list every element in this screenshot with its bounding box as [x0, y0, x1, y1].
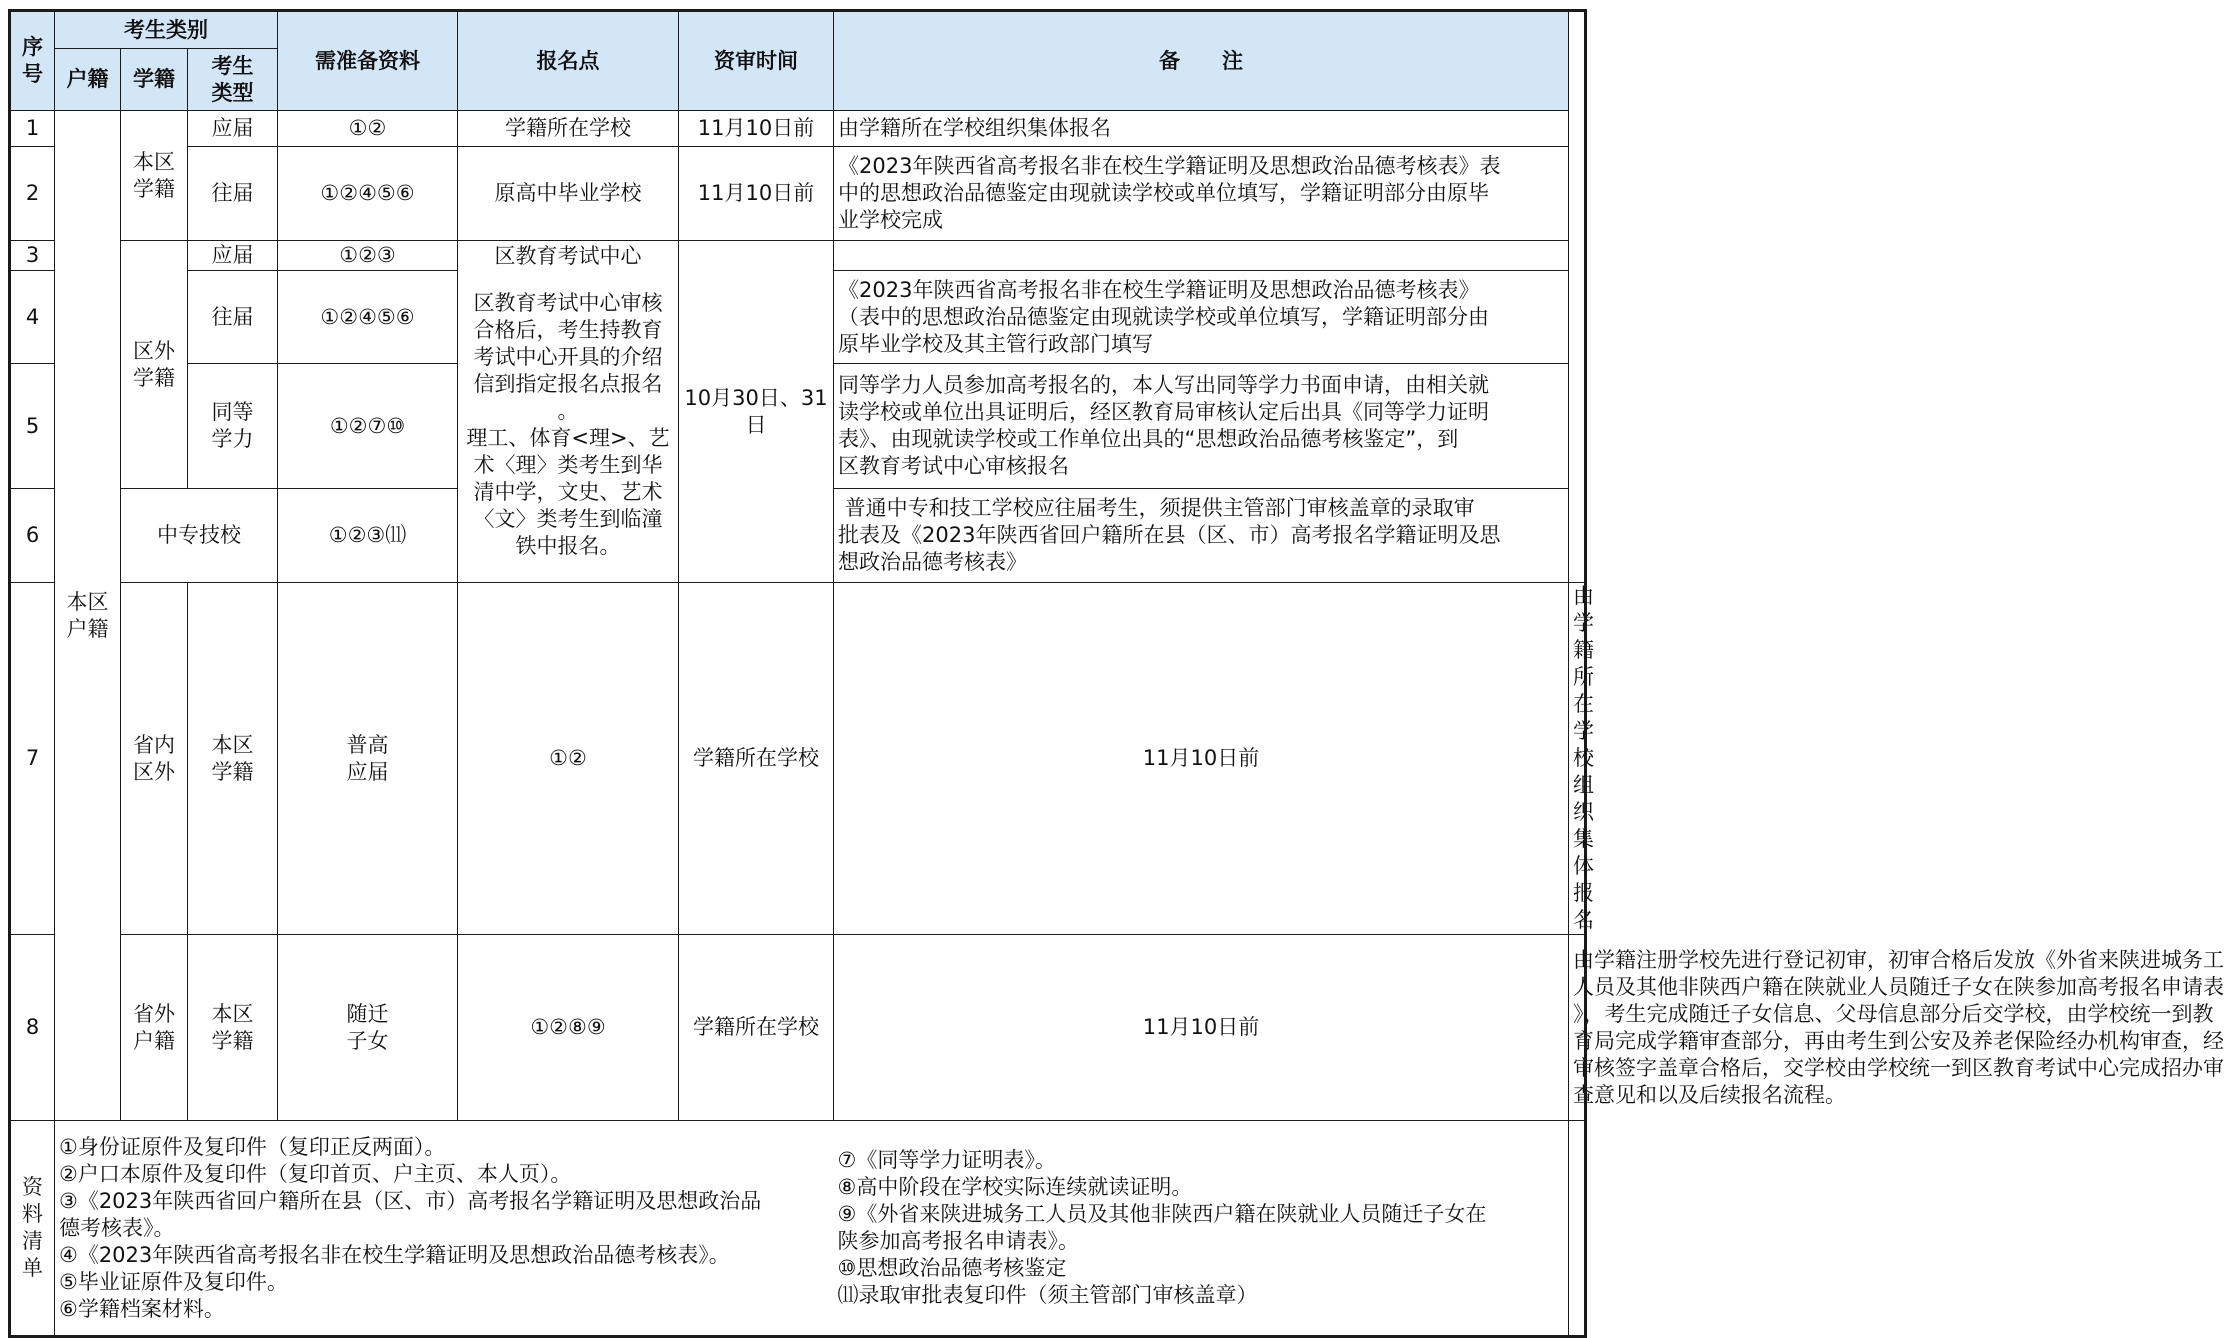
site-spacer — [462, 270, 674, 290]
xueji-out — [121, 241, 188, 489]
row-seq: 6 — [10, 489, 55, 583]
header-type-line1: 考生 — [211, 53, 254, 78]
row-seq: 1 — [10, 111, 55, 147]
site-line: 区教育考试中心 — [494, 244, 642, 268]
material-item: ⑧高中阶段在学校实际连续就读证明。 — [837, 1175, 1193, 1199]
material-item: ⑨《外省来陕进城务工人员及其他非陕西户籍在陕就业人员随迁子女在 — [837, 1202, 1487, 1226]
note-line: 中的思想政治品德鉴定由现就读学校或单位填写，学籍证明部分由原毕 — [838, 181, 1489, 205]
header-time: 资审时间 — [679, 11, 834, 111]
site-line: 铁中报名。 — [515, 534, 621, 558]
row-materials: ①② — [458, 583, 679, 935]
row-materials: ①②④⑤⑥ — [278, 271, 458, 364]
note-line: 读学校或单位出具证明后，经区教育局审核认定后出具《同等学力证明 — [838, 400, 1489, 424]
material-item: ⑦《同等学力证明表》。 — [837, 1148, 1056, 1172]
row-site: 学籍所在学校 — [679, 583, 834, 935]
materials-list-title — [10, 1121, 55, 1337]
table-row — [10, 935, 1586, 1121]
table-row — [10, 147, 1586, 241]
note-line: 区教育考试中心审核报名 — [838, 454, 1069, 478]
xueji-line: 学籍 — [211, 759, 254, 784]
row-note — [834, 271, 1569, 364]
note-line: 育局完成学籍审查部分，再由考生到公安及养老保险经办机构审查，经 — [1573, 1028, 2224, 1053]
row-materials: ①②⑦⑩ — [278, 364, 458, 489]
title-char: 料 — [22, 1202, 43, 1226]
note-line: 查意见和以及后续报名流程。 — [1573, 1082, 1846, 1107]
row-time: 11月10日前 — [679, 147, 834, 241]
header-hukou: 户籍 — [55, 49, 121, 111]
material-item: ⑩思想政治品德考核鉴定 — [837, 1256, 1067, 1280]
note-line: 《2023年陕西省高考报名非在校生学籍证明及思想政治品德考核表》表 — [838, 154, 1501, 178]
header-site: 报名点 — [458, 11, 679, 111]
site-line: 清中学，文史、艺术 — [473, 480, 663, 504]
site-line: 考试中心开具的介绍 — [473, 345, 663, 369]
row-type: 应届 — [188, 111, 278, 147]
type-line: 学力 — [211, 427, 254, 451]
note-line: （表中的思想政治品德鉴定由现就读学校或单位填写，学籍证明部分由 — [838, 304, 1489, 329]
hukou-local-line2: 户籍 — [66, 616, 109, 641]
row-site: 学籍所在学校 — [679, 935, 834, 1121]
xueji-out-line2: 学籍 — [133, 365, 175, 390]
time-line: 日 — [745, 412, 767, 437]
row-note: 由学籍所在学校组织集体报名 — [834, 111, 1569, 147]
header-materials: 需准备资料 — [278, 11, 458, 111]
row-type — [188, 364, 278, 489]
table-row — [10, 583, 1586, 935]
material-item: 德考核表》。 — [59, 1215, 175, 1240]
xueji-local — [121, 111, 188, 241]
note-line: 由学籍注册学校先进行登记初审，初审合格后发放《外省来陕进城务工 — [1573, 947, 2224, 972]
header-seq-line1: 序 — [22, 35, 43, 59]
row-note: 由学籍所在学校组织集体报名 — [1569, 583, 1586, 935]
material-item: 陕参加高考报名申请表》。 — [837, 1229, 1079, 1253]
xueji-line: 本区 — [211, 1001, 254, 1026]
row-materials: ①② — [278, 111, 458, 147]
type-line: 普高 — [346, 732, 389, 757]
materials-list-left — [55, 1121, 834, 1337]
xueji-local-line1: 本区 — [133, 149, 175, 174]
row-xueji — [188, 935, 278, 1121]
type-line: 子女 — [346, 1028, 389, 1053]
note-line: 原毕业学校及其主管行政部门填写 — [838, 331, 1153, 356]
type-line: 同等 — [211, 400, 254, 424]
note-line: 》，考生完成随迁子女信息、父母信息部分后交学校，由学校统一到教 — [1573, 1001, 2214, 1026]
hukou-line: 户籍 — [133, 1028, 175, 1053]
header-type-line2: 类型 — [211, 80, 254, 105]
row-time: 11月10日前 — [834, 583, 1569, 935]
row-materials: ①②④⑤⑥ — [278, 147, 458, 241]
row-type — [278, 583, 458, 935]
row-seq: 3 — [10, 241, 55, 271]
row-seq: 4 — [10, 271, 55, 364]
site-line: 术〈理〉类考生到华 — [473, 453, 663, 477]
xueji-line: 学籍 — [211, 1028, 254, 1053]
row-xueji: 中专技校 — [121, 489, 278, 583]
row-site: 原高中毕业学校 — [458, 147, 679, 241]
site-line: 信到指定报名点报名 — [473, 372, 663, 396]
note-line: 批表及《2023年陕西省回户籍所在县（区、市）高考报名学籍证明及思 — [838, 523, 1501, 547]
header-xueji: 学籍 — [121, 49, 188, 111]
material-item: ⑤毕业证原件及复印件。 — [59, 1269, 288, 1294]
title-char: 清 — [22, 1229, 43, 1253]
row-note — [834, 364, 1569, 489]
row-xueji — [188, 583, 278, 935]
xueji-line: 本区 — [211, 732, 254, 757]
title-char: 资 — [22, 1175, 43, 1199]
table-row — [10, 241, 1586, 271]
hukou-line: 省内 — [133, 732, 175, 757]
row-seq: 7 — [10, 583, 55, 935]
hukou-line: 省外 — [133, 1001, 175, 1026]
site-line: 理工、体育<理>、艺 — [466, 426, 670, 450]
time-line: 10月30日、31 — [684, 385, 828, 410]
material-item: ②户口本原件及复印件（复印首页、户主页、本人页）。 — [59, 1161, 572, 1186]
row-hukou — [121, 583, 188, 935]
note-line: 审核签字盖章合格后，交学校由学校统一到区教育考试中心完成招办审 — [1573, 1055, 2224, 1080]
materials-list-right — [834, 1121, 1569, 1337]
site-line: 。 — [557, 399, 579, 423]
row-note — [834, 147, 1569, 241]
time-merged — [679, 241, 834, 583]
note-line: 同等学力人员参加高考报名的，本人写出同等学力书面申请，由相关就 — [838, 373, 1489, 397]
row-seq: 8 — [10, 935, 55, 1121]
row-note — [834, 489, 1569, 583]
header-seq — [10, 11, 55, 111]
header-seq-line2: 号 — [22, 62, 43, 86]
material-item: ④《2023年陕西省高考报名非在校生学籍证明及思想政治品德考核表》。 — [59, 1242, 730, 1267]
row-seq: 2 — [10, 147, 55, 241]
header-note: 备 注 — [834, 11, 1569, 111]
material-item: ③《2023年陕西省回户籍所在县（区、市）高考报名学籍证明及思想政治品 — [59, 1188, 762, 1213]
material-item: ①身份证原件及复印件（复印正反两面）。 — [59, 1134, 446, 1159]
site-line: 〈文〉类考生到临潼 — [473, 507, 663, 531]
note-line: 普通中专和技工学校应往届考生，须提供主管部门审核盖章的录取审 — [838, 496, 1475, 520]
site-line: 区教育考试中心审核 — [473, 291, 663, 315]
xueji-local-line2: 学籍 — [133, 176, 175, 201]
note-line: 想政治品德考核表》 — [838, 550, 1027, 574]
site-merged — [458, 241, 679, 583]
table-row — [10, 111, 1586, 147]
type-line: 随迁 — [346, 1001, 389, 1026]
row-type: 应届 — [188, 241, 278, 271]
row-note — [1569, 935, 2224, 1121]
note-line: 业学校完成 — [838, 208, 943, 232]
row-materials: ①②③ — [278, 241, 458, 271]
hukou-local — [55, 111, 121, 1121]
material-item: ⑾录取审批表复印件（须主管部门审核盖章） — [837, 1283, 1258, 1307]
row-note — [834, 241, 1569, 271]
row-materials: ①②③⑾ — [278, 489, 458, 583]
row-hukou — [121, 935, 188, 1121]
row-time: 11月10日前 — [679, 111, 834, 147]
materials-list-row — [10, 1121, 1586, 1337]
hukou-line: 区外 — [133, 759, 175, 784]
material-item: ⑥学籍档案材料。 — [59, 1296, 225, 1321]
row-time: 11月10日前 — [834, 935, 1569, 1121]
site-line: 合格后，考生持教育 — [473, 318, 663, 342]
header-category: 考生类别 — [55, 11, 278, 49]
row-type — [278, 935, 458, 1121]
header-type — [188, 49, 278, 111]
row-type: 往届 — [188, 271, 278, 364]
note-line: 表》、由现就读学校或工作单位出具的“思想政治品德考核鉴定”，到 — [838, 427, 1459, 451]
row-seq: 5 — [10, 364, 55, 489]
hukou-local-line1: 本区 — [66, 589, 109, 614]
title-char: 单 — [22, 1256, 43, 1280]
row-site: 学籍所在学校 — [458, 111, 679, 147]
note-line: 《2023年陕西省高考报名非在校生学籍证明及思想政治品德考核表》 — [838, 277, 1480, 302]
type-line: 应届 — [346, 759, 389, 784]
xueji-out-line1: 区外 — [133, 338, 175, 363]
registration-table — [8, 9, 2224, 1338]
row-materials: ①②⑧⑨ — [458, 935, 679, 1121]
note-line: 人员及其他非陕西户籍在陕就业人员随迁子女在陕参加高考报名申请表 — [1573, 974, 2224, 999]
row-type: 往届 — [188, 147, 278, 241]
